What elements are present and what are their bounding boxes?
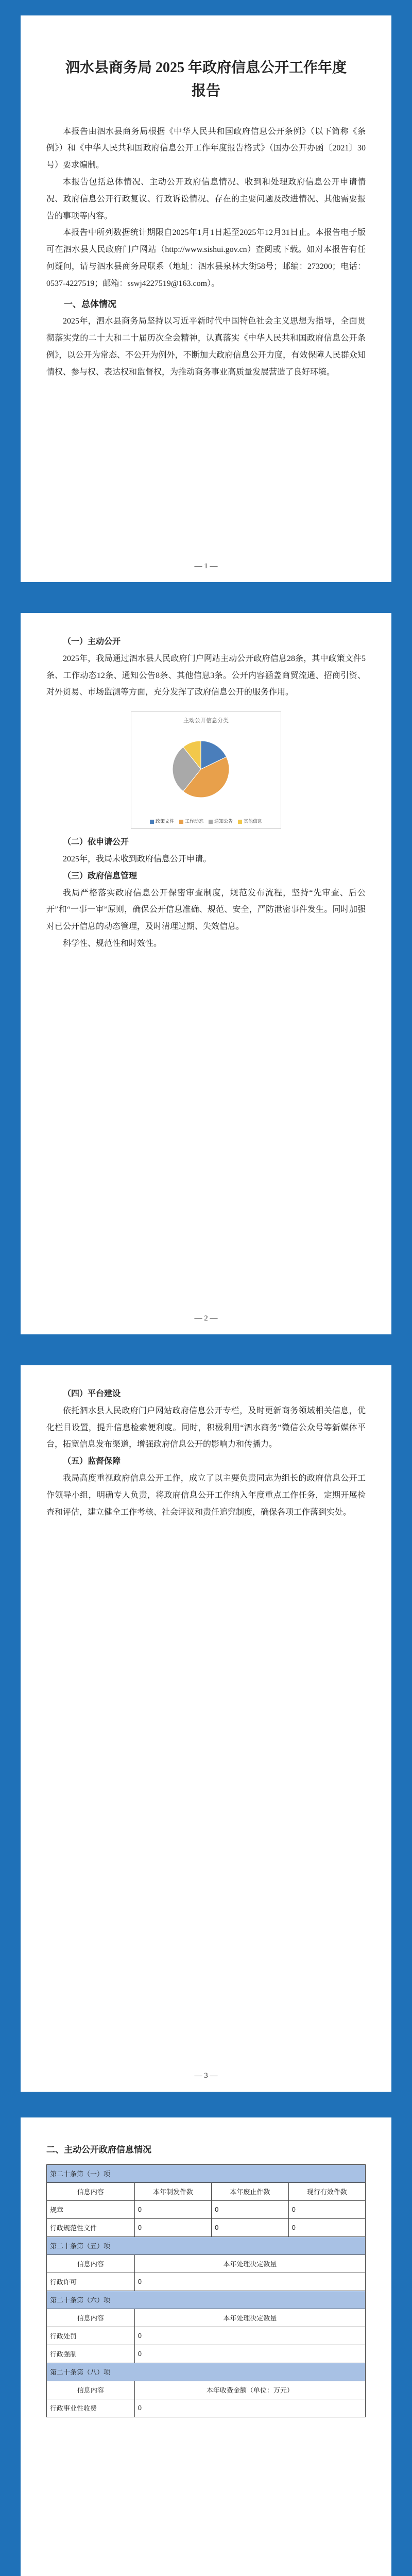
on-request-text: 2025年，我局未收到政府信息公开申请。: [63, 854, 212, 863]
legend-label: 通知公告: [214, 819, 233, 824]
page-number: — 1 —: [194, 562, 218, 570]
platform-text: 依托泗水县人民政府门户网站政府信息公开专栏，及时更新商务领域相关信息，优化栏目设置，提升信息检索便利度。同时，积极利用“泗水商务”微信公众号等新媒体平台，拓宽信息发布渠道，增强政府信息公开的影响力和传播力。: [46, 1406, 366, 1449]
table-header-cell: 信息内容: [47, 2255, 135, 2273]
subsection-supervision: （五）监督保障: [63, 1457, 121, 1466]
table-cell: 0: [134, 2200, 211, 2218]
table-header-cell: 本年处理决定数量: [134, 2255, 365, 2273]
legend-item: [238, 818, 262, 824]
table-row: [47, 2218, 366, 2236]
page-3: [21, 1365, 391, 2092]
legend-label: 工作动态: [184, 819, 203, 824]
table-cell: 0: [134, 2273, 365, 2291]
table-cell: 0: [134, 2345, 365, 2363]
page-4: [21, 2117, 391, 2576]
intro-paragraph-3: 本报告中所列数据统计期限自2025年1月1日起至2025年12月31日止。本报告电子版可在泗水县人民政府门户网站（http://www.sishui.gov.cn）查阅或下载。如对本报告有任何疑问，请与泗水县商务局联系（地址：泗水县泉林大街58号；邮编：273200；电话：0537-4227519；邮箱：sswj4227519@163.com）。: [46, 228, 366, 288]
table-row: [47, 2327, 366, 2345]
page-number: — 2 —: [194, 1314, 218, 1323]
legend-swatch: [209, 820, 213, 824]
table-row: [47, 2345, 366, 2363]
chart-legend: [136, 818, 276, 824]
legend-item: [150, 818, 174, 824]
table-cell: 0: [134, 2399, 365, 2417]
table-row: [47, 2399, 366, 2417]
page-1: [21, 15, 391, 582]
table-cell: 0: [134, 2218, 211, 2236]
table-header-cell: 本年制发件数: [134, 2182, 211, 2200]
table-header-cell: 信息内容: [47, 2182, 135, 2200]
table-header-cell: 现行有效件数: [288, 2182, 365, 2200]
chart-title: 主动公开信息分类: [183, 718, 229, 724]
table-header-cell: 本年处理决定数量: [134, 2309, 365, 2327]
intro-paragraph-2: 本报告包括总体情况、主动公开政府信息情况、收到和处理政府信息公开申请情况、政府信息公开行政复议、行政诉讼情况、存在的主要问题及改进情况、其他需要报告的事项等内容。: [46, 177, 366, 221]
legend-item: [209, 818, 233, 824]
table-cell: 行政许可: [47, 2273, 135, 2291]
page-2-continuation: 科学性、规范性和时效性。: [63, 939, 162, 948]
section-2-heading: 二、主动公开政府信息情况: [46, 2145, 151, 2155]
legend-label: 政策文件: [155, 819, 174, 824]
active-disclosure-text: 2025年，我局通过泗水县人民政府门户网站主动公开政府信息28条，其中政策文件5条、工作动态12条、通知公告8条、其他信息3条。公开内容涵盖商贸流通、招商引资、对外贸易、市场监测等方面，充分发挥了政府信息公开的服务作用。: [46, 654, 366, 697]
page-2: [21, 613, 391, 1334]
table-section-title: 第二十条第（八）项: [47, 2363, 366, 2381]
pie-chart-svg: [136, 725, 265, 813]
table-cell: 0: [212, 2200, 288, 2218]
legend-swatch: [238, 820, 242, 824]
table-cell: 0: [288, 2218, 365, 2236]
table-header-cell: 信息内容: [47, 2309, 135, 2327]
legend-swatch: [179, 820, 183, 824]
section-1-intro: 2025年，泗水县商务局坚持以习近平新时代中国特色社会主义思想为指导，全面贯彻落实党的二十大和二十届历次全会精神，认真落实《中华人民共和国政府信息公开条例》，以公开为常态、不公开为例外，不断加大政府信息公开力度，有效保障人民群众知情权、参与权、表达权和监督权，为推动商务事业高质量发展营造了良好环境。: [46, 317, 366, 377]
legend-label: 其他信息: [244, 819, 263, 824]
table-header-cell: 本年废止件数: [212, 2182, 288, 2200]
table-cell: 0: [288, 2200, 365, 2218]
active-disclosure-table: [46, 2164, 366, 2417]
table-row: [47, 2200, 366, 2218]
table-cell: 行政事业性收费: [47, 2399, 135, 2417]
table-cell: 0: [212, 2218, 288, 2236]
table-header-cell: 信息内容: [47, 2381, 135, 2399]
info-management-text: 我局严格落实政府信息公开保密审查制度，规范发布流程，坚持“先审查、后公开”和“一事一审”原则，确保公开信息准确、规范、安全，严防泄密事件发生。同时加强对已公开信息的动态管理，及时清理过期、失效信息。: [46, 888, 366, 931]
section-1-heading: 一、总体情况: [64, 299, 116, 309]
subsection-active-disclosure: （一）主动公开: [63, 637, 121, 646]
pie-chart: [131, 711, 281, 829]
title-line-1: 泗水县商务局 2025 年政府信息公开工作年度: [65, 60, 347, 76]
table-cell: 行政强制: [47, 2345, 135, 2363]
legend-swatch: [150, 820, 154, 824]
document-title: [46, 57, 366, 103]
table-cell: 规章: [47, 2200, 135, 2218]
table-section-title: 第二十条第（六）项: [47, 2291, 366, 2309]
title-line-2: 报告: [191, 82, 220, 99]
page-number: — 3 —: [194, 2072, 218, 2080]
subsection-platform: （四）平台建设: [63, 1389, 121, 1398]
legend-item: [179, 818, 203, 824]
subsection-info-management: （三）政府信息管理: [63, 871, 138, 880]
table-header-cell: 本年收费金额（单位：万元）: [134, 2381, 365, 2399]
table-row: [47, 2273, 366, 2291]
intro-paragraph-1: 本报告由泗水县商务局根据《中华人民共和国政府信息公开条例》（以下简称《条例》）和《中华人民共和国政府信息公开工作年度报告格式》（国办公开办函〔2021〕30号）要求编制。: [46, 127, 366, 170]
supervision-text: 我局高度重视政府信息公开工作，成立了以主要负责同志为组长的政府信息公开工作领导小组，明确专人负责，将政府信息公开工作纳入年度重点工作任务，定期开展检查和评估，建立健全工作考核、社会评议和责任追究制度，确保各项工作落到实处。: [46, 1473, 366, 1517]
table-section-title: 第二十条第（五）项: [47, 2236, 366, 2255]
table-cell: 0: [134, 2327, 365, 2345]
table-cell: 行政处罚: [47, 2327, 135, 2345]
table-section-title: 第二十条第（一）项: [47, 2164, 366, 2182]
table-cell: 行政规范性文件: [47, 2218, 135, 2236]
subsection-on-request: （二）依申请公开: [63, 838, 129, 847]
